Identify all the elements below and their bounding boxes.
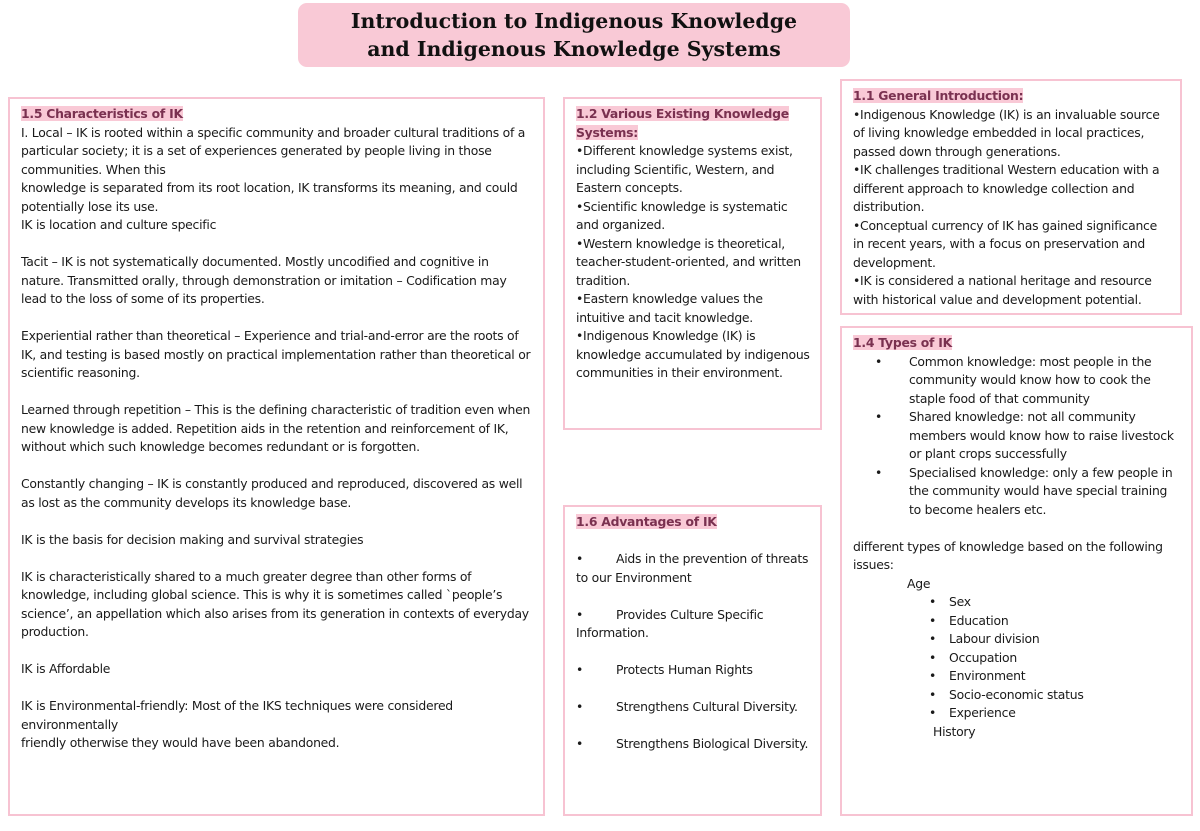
issue-item: • Labour division xyxy=(929,631,1040,646)
existing-systems-item: •Scientific knowledge is systematic and organized. xyxy=(576,198,788,232)
page-title-line-1: Introduction to Indigenous Knowledge xyxy=(350,9,798,33)
types-panel xyxy=(840,326,1193,816)
title-banner xyxy=(298,3,850,67)
advantage-item: • Protects Human Rights xyxy=(576,662,753,677)
characteristic-decision-making: IK is the basis for decision making and survival strategies xyxy=(21,531,364,547)
issue-item: • Education xyxy=(929,612,1009,628)
existing-systems-panel xyxy=(563,97,822,430)
characteristic-affordable: IK is Affordable xyxy=(21,661,111,676)
issue-item: • Socio-economic status xyxy=(929,686,1084,702)
advantage-item: • Strengthens Cultural Diversity. xyxy=(576,699,798,714)
existing-systems-item: •Eastern knowledge values the intuitive and tacit knowledge. xyxy=(576,291,763,325)
issue-item: • Environment xyxy=(929,668,1026,683)
issue-item: • Experience xyxy=(929,705,1016,720)
characteristic-local-cont: knowledge is separated from its root location, IK transforms its meaning, and could potentially lose its use. xyxy=(21,180,518,214)
characteristic-shared: IK is characteristically shared to a much greater degree than other forms of knowledge, including global science. This is why it is sometimes called `people’s science’, an appellation which also arises from its generation in contexts of everyday production. xyxy=(21,568,529,639)
general-intro-item: •IK is considered a national heritage and resource with historical value and development potential. xyxy=(853,273,1152,307)
characteristic-repetition: Learned through repetition – This is the defining characteristic of tradition even when new knowledge is added. Repetition aids in the retention and reinforcement of IK, without which such knowledge becomes redundant or is forgotten. xyxy=(21,402,531,454)
advantage-item: • Strengthens Biological Diversity. xyxy=(576,736,809,751)
page-title-line-2: and Indigenous Knowledge Systems xyxy=(367,37,781,61)
existing-systems-item: •Different knowledge systems exist, including Scientific, Western, and Eastern concepts. xyxy=(576,143,793,195)
issues-list xyxy=(853,593,1181,723)
characteristic-environmental: IK is Environmental-friendly: Most of the IKS techniques were considered environmentally xyxy=(21,698,453,732)
advantages-heading: 1.6 Advantages of IK xyxy=(576,514,717,529)
existing-systems-item: •Western knowledge is theoretical, teacher-student-oriented, and written tradition. xyxy=(576,235,801,288)
characteristics-panel xyxy=(8,97,545,816)
characteristic-experiential: Experiential rather than theoretical – Experience and trial-and-error are the roots of IK, and testing is based mostly on practical implementation rather than theoretical or scientific reasoning. xyxy=(21,328,531,380)
characteristic-environmental-cont: friendly otherwise they would have been abandoned. xyxy=(21,735,340,750)
issues-intro: different types of knowledge based on the following issues: xyxy=(853,538,1163,572)
advantages-panel xyxy=(563,505,822,816)
type-item: • Specialised knowledge: only a few people in the community would have special training to become healers etc. xyxy=(875,464,1173,517)
issue-age: Age xyxy=(907,575,931,591)
types-list xyxy=(853,353,1181,520)
types-heading: 1.4 Types of IK xyxy=(853,335,952,350)
general-intro-heading: 1.1 General Introduction: xyxy=(853,88,1024,103)
type-item: • Common knowledge: most people in the community would know how to cook the staple food of that community xyxy=(875,353,1152,406)
type-item: • Shared knowledge: not all community members would know how to raise livestock or plant crops successfully xyxy=(875,409,1174,461)
general-intro-item: •Conceptual currency of IK has gained significance in recent years, with a focus on preservation and development. xyxy=(853,217,1157,270)
characteristic-local: I. Local – IK is rooted within a specific community and broader cultural traditions of a particular society; it is a set of experiences generated by people living in those communities. When this xyxy=(21,124,526,177)
characteristic-changing: Constantly changing – IK is constantly produced and reproduced, discovered as well as lost as the community develops its knowledge base. xyxy=(21,476,523,510)
issue-item: • Sex xyxy=(929,594,971,609)
existing-systems-heading-cont: Systems: xyxy=(576,124,638,140)
characteristic-location-specific: IK is location and culture specific xyxy=(21,217,217,232)
issue-item: • Occupation xyxy=(929,649,1017,665)
general-intro-item: •IK challenges traditional Western education with a different approach to knowledge collection and distribution. xyxy=(853,162,1160,214)
existing-systems-heading: 1.2 Various Existing Knowledge xyxy=(576,106,789,121)
characteristic-tacit: Tacit – IK is not systematically documented. Mostly uncodified and cognitive in nature. Transmitted orally, through demonstration or imitation – Codification may lead to the loss of some of its properties. xyxy=(21,254,507,306)
characteristics-heading: 1.5 Characteristics of IK xyxy=(21,106,183,121)
general-intro-item: •Indigenous Knowledge (IK) is an invaluable source of living knowledge embedded in local practices, passed down through generations. xyxy=(853,106,1160,159)
general-intro-panel xyxy=(840,79,1182,315)
advantage-item: • Provides Culture Specific Information. xyxy=(576,606,764,640)
existing-systems-item: •Indigenous Knowledge (IK) is knowledge accumulated by indigenous communities in their environment. xyxy=(576,328,810,380)
issue-history: History xyxy=(933,723,976,739)
advantage-item: • Aids in the prevention of threats to our Environment xyxy=(576,551,809,585)
